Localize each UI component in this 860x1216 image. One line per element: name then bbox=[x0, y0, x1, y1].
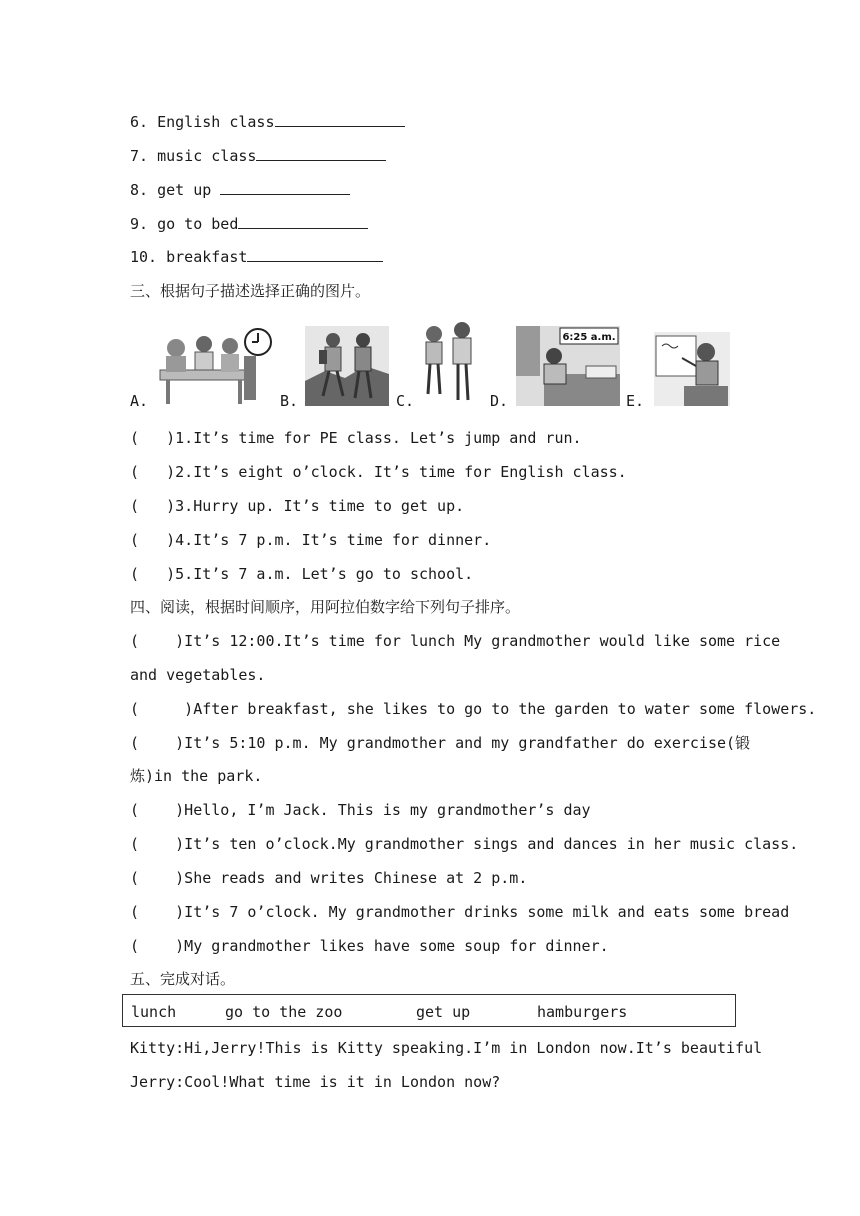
question-4: ( )4.It’s 7 p.m. It’s time for dinner. bbox=[130, 531, 492, 549]
question-1: ( )1.It’s time for PE class. Let’s jump and run. bbox=[130, 429, 582, 447]
picture-label-e: E. bbox=[626, 392, 645, 410]
teacher-blackboard-picture bbox=[654, 332, 730, 406]
vocab-item-7: 7. music class bbox=[130, 146, 386, 166]
clock-time-label: 6:25 a.m. bbox=[562, 332, 616, 343]
kids-walking-to-school-picture bbox=[305, 326, 389, 406]
vocab-item-10: 10. breakfast bbox=[130, 247, 383, 267]
answer-blank[interactable] bbox=[256, 146, 386, 161]
word-bank-item: go to the zoo bbox=[225, 1003, 343, 1021]
vocab-item-8: 8. get up bbox=[130, 180, 350, 200]
reading-line-4: ( )It’s 5:10 p.m. My grandmother and my grandfather do exercise(锻 bbox=[130, 734, 751, 752]
word-bank-item: lunch bbox=[131, 1003, 177, 1021]
question-5: ( )5.It’s 7 a.m. Let’s go to school. bbox=[130, 565, 474, 583]
picture-label-b: B. bbox=[280, 392, 299, 410]
question-3: ( )3.Hurry up. It’s time to get up. bbox=[130, 497, 465, 515]
boy-waking-up-picture bbox=[516, 326, 620, 406]
answer-blank[interactable] bbox=[238, 214, 368, 229]
reading-line-2: and vegetables. bbox=[130, 666, 266, 684]
vocab-item-6: 6. English class bbox=[130, 112, 405, 132]
picture-label-c: C. bbox=[396, 392, 415, 410]
dialog-line-1: Kitty:Hi,Jerry!This is Kitty speaking.I’m in London now.It’s beautiful bbox=[130, 1039, 763, 1057]
picture-row bbox=[130, 326, 740, 412]
family-meal-clock-picture bbox=[154, 326, 274, 406]
section-5-heading: 五、完成对话。 bbox=[130, 970, 236, 988]
word-bank-item: get up bbox=[416, 1003, 471, 1021]
section-4-heading: 四、阅读，根据时间顺序，用阿拉伯数字给下列句子排序。 bbox=[130, 598, 521, 616]
kids-jumping-picture bbox=[418, 320, 480, 406]
answer-blank[interactable] bbox=[220, 180, 350, 195]
section-3-heading: 三、根据句子描述选择正确的图片。 bbox=[130, 282, 371, 300]
reading-line-8: ( )She reads and writes Chinese at 2 p.m. bbox=[130, 869, 528, 887]
reading-line-7: ( )It’s ten o’clock.My grandmother sings and dances in her music class. bbox=[130, 835, 799, 853]
reading-line-1: ( )It’s 12:00.It’s time for lunch My grandmother would like some rice bbox=[130, 632, 781, 650]
reading-line-10: ( )My grandmother likes have some soup for dinner. bbox=[130, 937, 609, 955]
picture-label-d: D. bbox=[490, 392, 509, 410]
word-bank-item: hamburgers bbox=[537, 1003, 628, 1021]
dialog-line-2: Jerry:Cool!What time is it in London now? bbox=[130, 1073, 501, 1091]
picture-label-a: A. bbox=[130, 392, 149, 410]
question-2: ( )2.It’s eight o’clock. It’s time for English class. bbox=[130, 463, 627, 481]
word-bank-box bbox=[122, 994, 736, 1027]
vocab-item-9: 9. go to bed bbox=[130, 214, 368, 234]
reading-line-5: 炼)in the park. bbox=[130, 767, 263, 785]
answer-blank[interactable] bbox=[275, 112, 405, 127]
answer-blank[interactable] bbox=[247, 247, 383, 262]
reading-line-6: ( )Hello, I’m Jack. This is my grandmother’s day bbox=[130, 801, 591, 819]
reading-line-9: ( )It’s 7 o’clock. My grandmother drinks some milk and eats some bread bbox=[130, 903, 790, 921]
reading-line-3: ( )After breakfast, she likes to go to the garden to water some flowers. bbox=[130, 700, 817, 718]
